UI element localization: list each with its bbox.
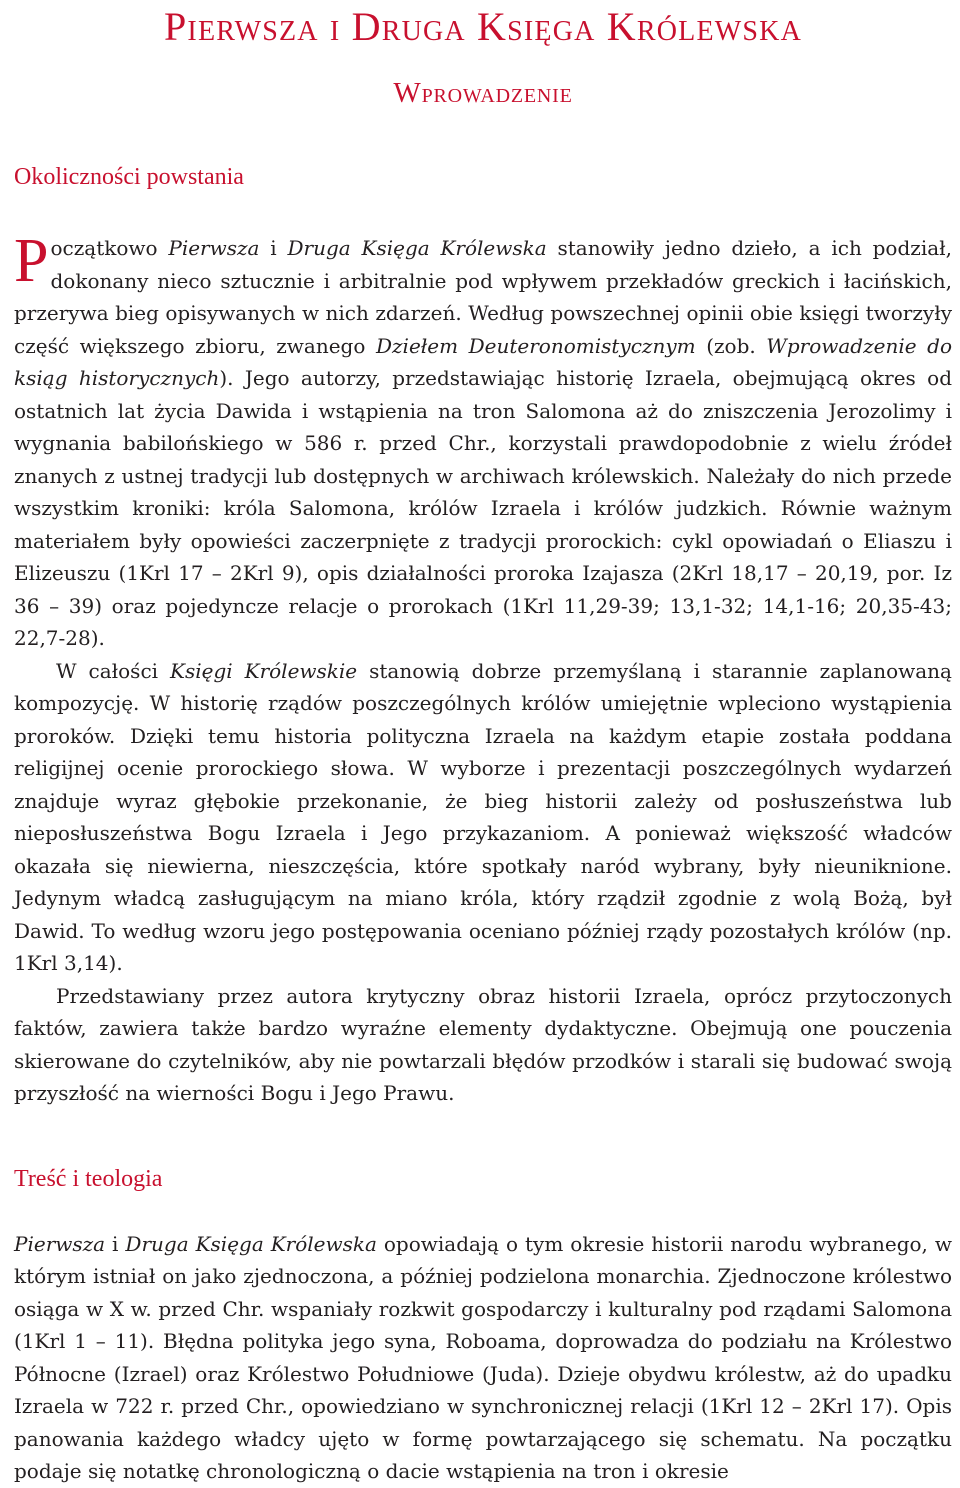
text-run: stanowią dobrze przemyślaną i starannie zaplanowaną kompozycję. W historię rządów poszczególnych królów umiejętnie wpleciono wystąpienia proroków. Dzięki temu historia polityczna Izraela na każdym etapie została poddana religijnej ocenie prorockiego słowa. W wyborze i prezentacji poszczególnych wydarzeń znajduje wyraz głębokie przekonanie, że bieg historii zależy od posłuszeństwa lub nieposłuszeństwa Bogu Izraela i Jego przykazaniom. A ponieważ większość władców okazała się niewierna, nieszczęścia, które spotkały naród wybrany, były nieuniknione. Jedynym władcą zasługującym na miano króla, który rządził zgodnie z wolą Bożą, był Dawid. To według wzoru jego postępowania oceniano później rządy pozostałych królów (np. 1Krl 3,14).	[14, 658, 952, 975]
text-run: opowiadają o tym okresie historii narodu wybranego, w którym istniał on jako zjednoczona, a później podzielona monarchia. Zjednoczone królestwo osiąga w X w. przed Chr. wspaniały rozkwit gospodarczy i kulturalny pod rządami Salomona (1Krl 1 – 11). Błędna polityka jego syna, Roboama, doprowadza do podziału na Królestwo Północne (Izrael) oraz Królestwo Południowe (Juda). Dzieje obydwu królestw, aż do upadku Izraela w 722 r. przed Chr., opowiedziano w synchronicznej relacji (1Krl 12 – 2Krl 17). Opis panowania każdego władcy ujęto w formę powtarzającego się schematu. Na początku podaje się notatkę chronologiczną o dacie wstąpienia na tron i okresie	[14, 1231, 952, 1483]
paragraph	[14, 980, 952, 1110]
text-run: oczątkowo	[50, 236, 169, 260]
paragraph	[14, 655, 952, 980]
section-heading-origins: Okoliczności powstania	[14, 164, 244, 190]
italic-title: Księgi Królewskie	[170, 658, 358, 683]
italic-title: Druga Księga Królewska	[125, 1231, 377, 1256]
paragraph	[14, 1228, 952, 1488]
text-run: ). Jego autorzy, przedstawiając historię Izraela, obejmującą okres od ostatnich lat życia Dawida i wstąpienia na tron Salomona aż do zniszczenia Jerozolimy i wygnania babilońskiego w 586 r. przed Chr., korzystali prawdopodobnie z wielu źródeł znanych z ustnej tradycji lub dostępnych w archiwach królewskich. Należały do nich przede wszystkim kroniki: króla Salomona, królów Izraela i królów judzkich. Równie ważnym materiałem były opowieści zaczerpnięte z tradycji prorockich: cykl opowiadań o Eliaszu i Elizeuszu (1Krl 17 – 2Krl 9), opis działalności proroka Izajasza (2Krl 18,17 – 20,19, por. Iz 36 – 39) oraz pojedyncze relacje o prorokach (1Krl 11,29-39; 13,1-32; 14,1-16; 20,35-43; 22,7-28).	[14, 366, 953, 650]
paragraph	[14, 227, 953, 655]
italic-reference: Wprowadzenie do ksiąg historycznych	[14, 333, 952, 390]
italic-title: Pierwsza	[14, 1231, 106, 1256]
text-run: Przedstawiany przez autora krytyczny obraz historii Izraela, oprócz przytoczonych faktów, zawiera także bardzo wyraźne elementy dydaktyczne. Obejmują one pouczenia skierowane do czytelników, aby nie powtarzali błędów przodków i starali się budować swoją przyszłość na wierności Bogu i Jego Prawu.	[14, 983, 952, 1105]
introduction-title: Wprowadzenie	[393, 77, 573, 109]
section-heading-content-theology: Treść i teologia	[14, 1165, 163, 1192]
book-title: Pierwsza i Druga Księga Królewska	[163, 4, 803, 49]
drop-cap: P	[14, 227, 49, 295]
italic-term: Dziełem Deuteronomistycznym	[375, 333, 696, 358]
text-run: stanowiły jedno dzieło, a ich podział, dokonany nieco sztucznie i arbitralnie pod wpływem przekładów greckich i łacińskich, przerywa bieg opisywanych w nich zdarzeń. Według powszechnej opinii obie księgi tworzyły część większego zbioru, zwanego	[14, 236, 952, 358]
text-run: W całości	[56, 658, 171, 683]
italic-title: Pierwsza	[168, 236, 260, 260]
text-run: i	[259, 236, 288, 260]
italic-title: Druga Księga Królewska	[287, 236, 547, 260]
text-run: i	[105, 1231, 126, 1256]
text-run: (zob.	[695, 333, 767, 358]
